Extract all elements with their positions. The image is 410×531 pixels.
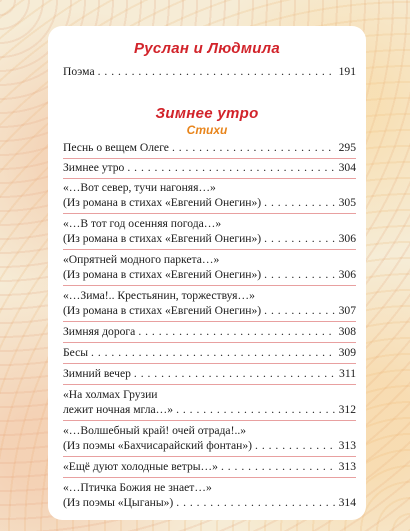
section-title-ruslan: Руслан и Людмила — [133, 40, 280, 57]
leader-dots — [176, 402, 336, 417]
leader-dots — [264, 303, 335, 318]
toc-entry[interactable] — [63, 423, 356, 453]
separator — [63, 363, 356, 364]
contents-panel — [48, 26, 366, 520]
entry-title: «…Вот север, тучи нагоняя…» — [63, 181, 216, 194]
leader-dots — [255, 438, 336, 453]
entry-subtitle: (Из поэмы «Цыганы») — [63, 496, 174, 509]
leader-dots — [264, 267, 335, 282]
entry-subtitle: (Из романа в стихах «Евгений Онегин») — [63, 304, 262, 317]
entry-page: 306 — [338, 232, 356, 245]
entry-page: 295 — [338, 141, 356, 154]
entry-title: «На холмах Грузии — [63, 388, 158, 401]
entry-title: «Опрятней модного паркета…» — [63, 253, 220, 266]
toc-entry[interactable] — [63, 345, 356, 360]
toc-entry[interactable] — [63, 480, 356, 510]
entry-page: 305 — [338, 196, 356, 209]
entry-title: «…Волшебный край! очей отрада!..» — [63, 424, 247, 437]
toc-entry[interactable] — [63, 366, 356, 381]
entry-subtitle: лежит ночная мгла…» — [63, 403, 174, 416]
toc-entry[interactable] — [63, 324, 356, 339]
toc-entry[interactable] — [63, 140, 356, 155]
toc-entry[interactable] — [63, 180, 356, 210]
leader-dots — [138, 324, 335, 339]
entry-page: 304 — [338, 161, 356, 174]
separator — [63, 285, 356, 286]
separator — [63, 384, 356, 385]
separator — [63, 213, 356, 214]
toc-entry[interactable] — [63, 288, 356, 318]
entry-title: Зимнее утро — [63, 161, 125, 174]
leader-dots — [134, 366, 336, 381]
entry-title: «…В тот год осенняя погода…» — [63, 217, 222, 230]
leader-dots — [91, 345, 336, 360]
entry-page: 312 — [338, 403, 356, 416]
entry-title: Песнь о вещем Олеге — [63, 141, 169, 154]
leader-dots — [172, 140, 336, 155]
entry-page: 309 — [338, 346, 356, 359]
entry-page: 308 — [338, 325, 356, 338]
entry-page: 306 — [338, 268, 356, 281]
entry-page: 313 — [338, 460, 356, 473]
entry-title: Зимняя дорога — [63, 325, 136, 338]
separator — [63, 342, 356, 343]
leader-dots — [221, 459, 336, 474]
separator — [63, 420, 356, 421]
leader-dots — [176, 495, 335, 510]
entry-page: 311 — [339, 367, 356, 380]
entry-subtitle: (Из романа в стихах «Евгений Онегин») — [63, 268, 262, 281]
separator — [63, 456, 356, 457]
toc-entry[interactable] — [63, 387, 356, 417]
entry-page: 307 — [338, 304, 356, 317]
toc-entry[interactable] — [63, 216, 356, 246]
entry-subtitle: (Из поэмы «Бахчисарайский фонтан») — [63, 439, 253, 452]
toc-entry[interactable] — [63, 252, 356, 282]
section-subtitle-poems: Стихи — [186, 123, 228, 137]
leader-dots — [127, 160, 335, 175]
separator — [63, 321, 356, 322]
entry-subtitle: (Из романа в стихах «Евгений Онегин») — [63, 232, 262, 245]
entry-page: 313 — [338, 439, 356, 452]
entry-title: Поэма — [63, 65, 95, 78]
section-title-winter-morning: Зимнее утро — [155, 105, 259, 122]
separator — [63, 477, 356, 478]
toc-entry-poema[interactable] — [63, 64, 356, 79]
entry-page: 314 — [338, 496, 356, 509]
leader-dots — [264, 195, 335, 210]
separator — [63, 158, 356, 159]
entry-title: Зимний вечер — [63, 367, 131, 380]
leader-dots — [98, 64, 336, 79]
entry-subtitle: (Из романа в стихах «Евгений Онегин») — [63, 196, 262, 209]
separator — [63, 178, 356, 179]
leader-dots — [264, 231, 335, 246]
entry-title: «…Зима!.. Крестьянин, торжествуя…» — [63, 289, 255, 302]
entry-title: Бесы — [63, 346, 89, 359]
separator — [63, 249, 356, 250]
toc-entry[interactable] — [63, 459, 356, 474]
entry-title: «Ещё дуют холодные ветры…» — [63, 460, 218, 473]
entry-page: 191 — [338, 65, 356, 78]
toc-entry[interactable] — [63, 160, 356, 175]
entry-title: «…Птичка Божия не знает…» — [63, 481, 212, 494]
